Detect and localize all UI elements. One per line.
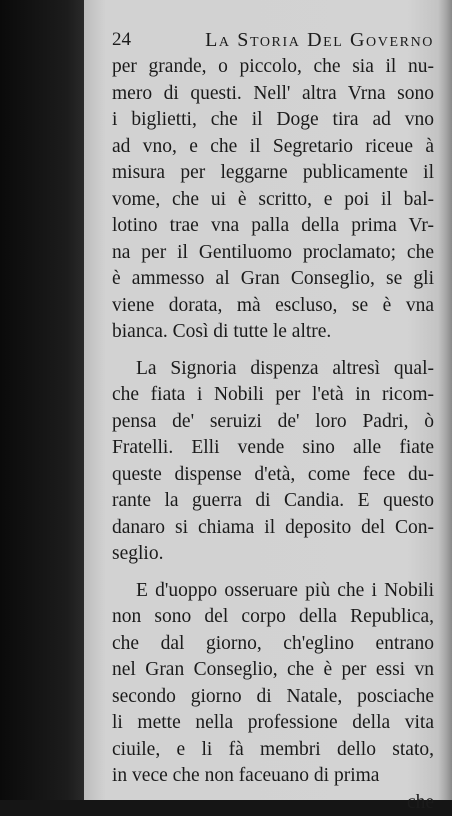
paragraph (112, 356, 434, 568)
catchword: che (112, 790, 434, 816)
page-header (112, 26, 434, 54)
text-line: queste dispense d'età, come fece du- (112, 462, 434, 489)
text-line: seglio. (112, 541, 434, 568)
text-line: che fiata i Nobili per l'età in ricom- (112, 382, 434, 409)
text-line: secondo giorno di Natale, posciache (112, 684, 434, 711)
text-line: La Signoria dispenza altresì qual- (112, 356, 434, 383)
text-line: nel Gran Conseglio, che è per essi vn (112, 657, 434, 684)
text-line: ciuile, e li fà membri dello stato, (112, 737, 434, 764)
text-line: ad vno, e che il Segretario riceue à (112, 134, 434, 161)
text-line: lotino trae vna palla della prima Vr- (112, 213, 434, 240)
text-line: misura per leggarne publicamente il (112, 160, 434, 187)
text-line: E d'uoppo osseruare più che i Nobili (112, 578, 434, 605)
running-head: La Storia Del Governo (205, 26, 434, 54)
book-spine-shadow (0, 0, 84, 800)
paragraph-gap (112, 568, 434, 578)
text-line: rante la guerra di Candia. E questo (112, 488, 434, 515)
text-line: li mette nella professione della vita (112, 710, 434, 737)
page-number: 24 (112, 26, 131, 54)
text-line: na per il Gentiluomo proclamato; che (112, 240, 434, 267)
text-line: che dal giorno, ch'eglino entrano (112, 631, 434, 658)
text-line: vome, che ui è scritto, e poi il bal- (112, 187, 434, 214)
text-line: in vece che non faceuano di prima (112, 763, 434, 790)
text-line: mero di questi. Nell' altra Vrna sono (112, 81, 434, 108)
text-line: i biglietti, che il Doge tira ad vno (112, 107, 434, 134)
text-line: danaro si chiama il deposito del Con- (112, 515, 434, 542)
paragraphs (112, 54, 434, 790)
text-line: viene dorata, mà escluso, se è vna (112, 293, 434, 320)
text-line: è ammesso al Gran Conseglio, se gli (112, 266, 434, 293)
text-line: pensa de' seruizi de' loro Padri, ò (112, 409, 434, 436)
text-line: bianca. Così di tutte le altre. (112, 319, 434, 346)
text-line: Fratelli. Elli vende sino alle fiate (112, 435, 434, 462)
page-text (112, 26, 434, 816)
page-edge (438, 0, 452, 800)
text-line: non sono del corpo della Republica, (112, 604, 434, 631)
paragraph (112, 578, 434, 790)
paragraph (112, 54, 434, 346)
text-line: per grande, o piccolo, che sia il nu- (112, 54, 434, 81)
paragraph-gap (112, 346, 434, 356)
